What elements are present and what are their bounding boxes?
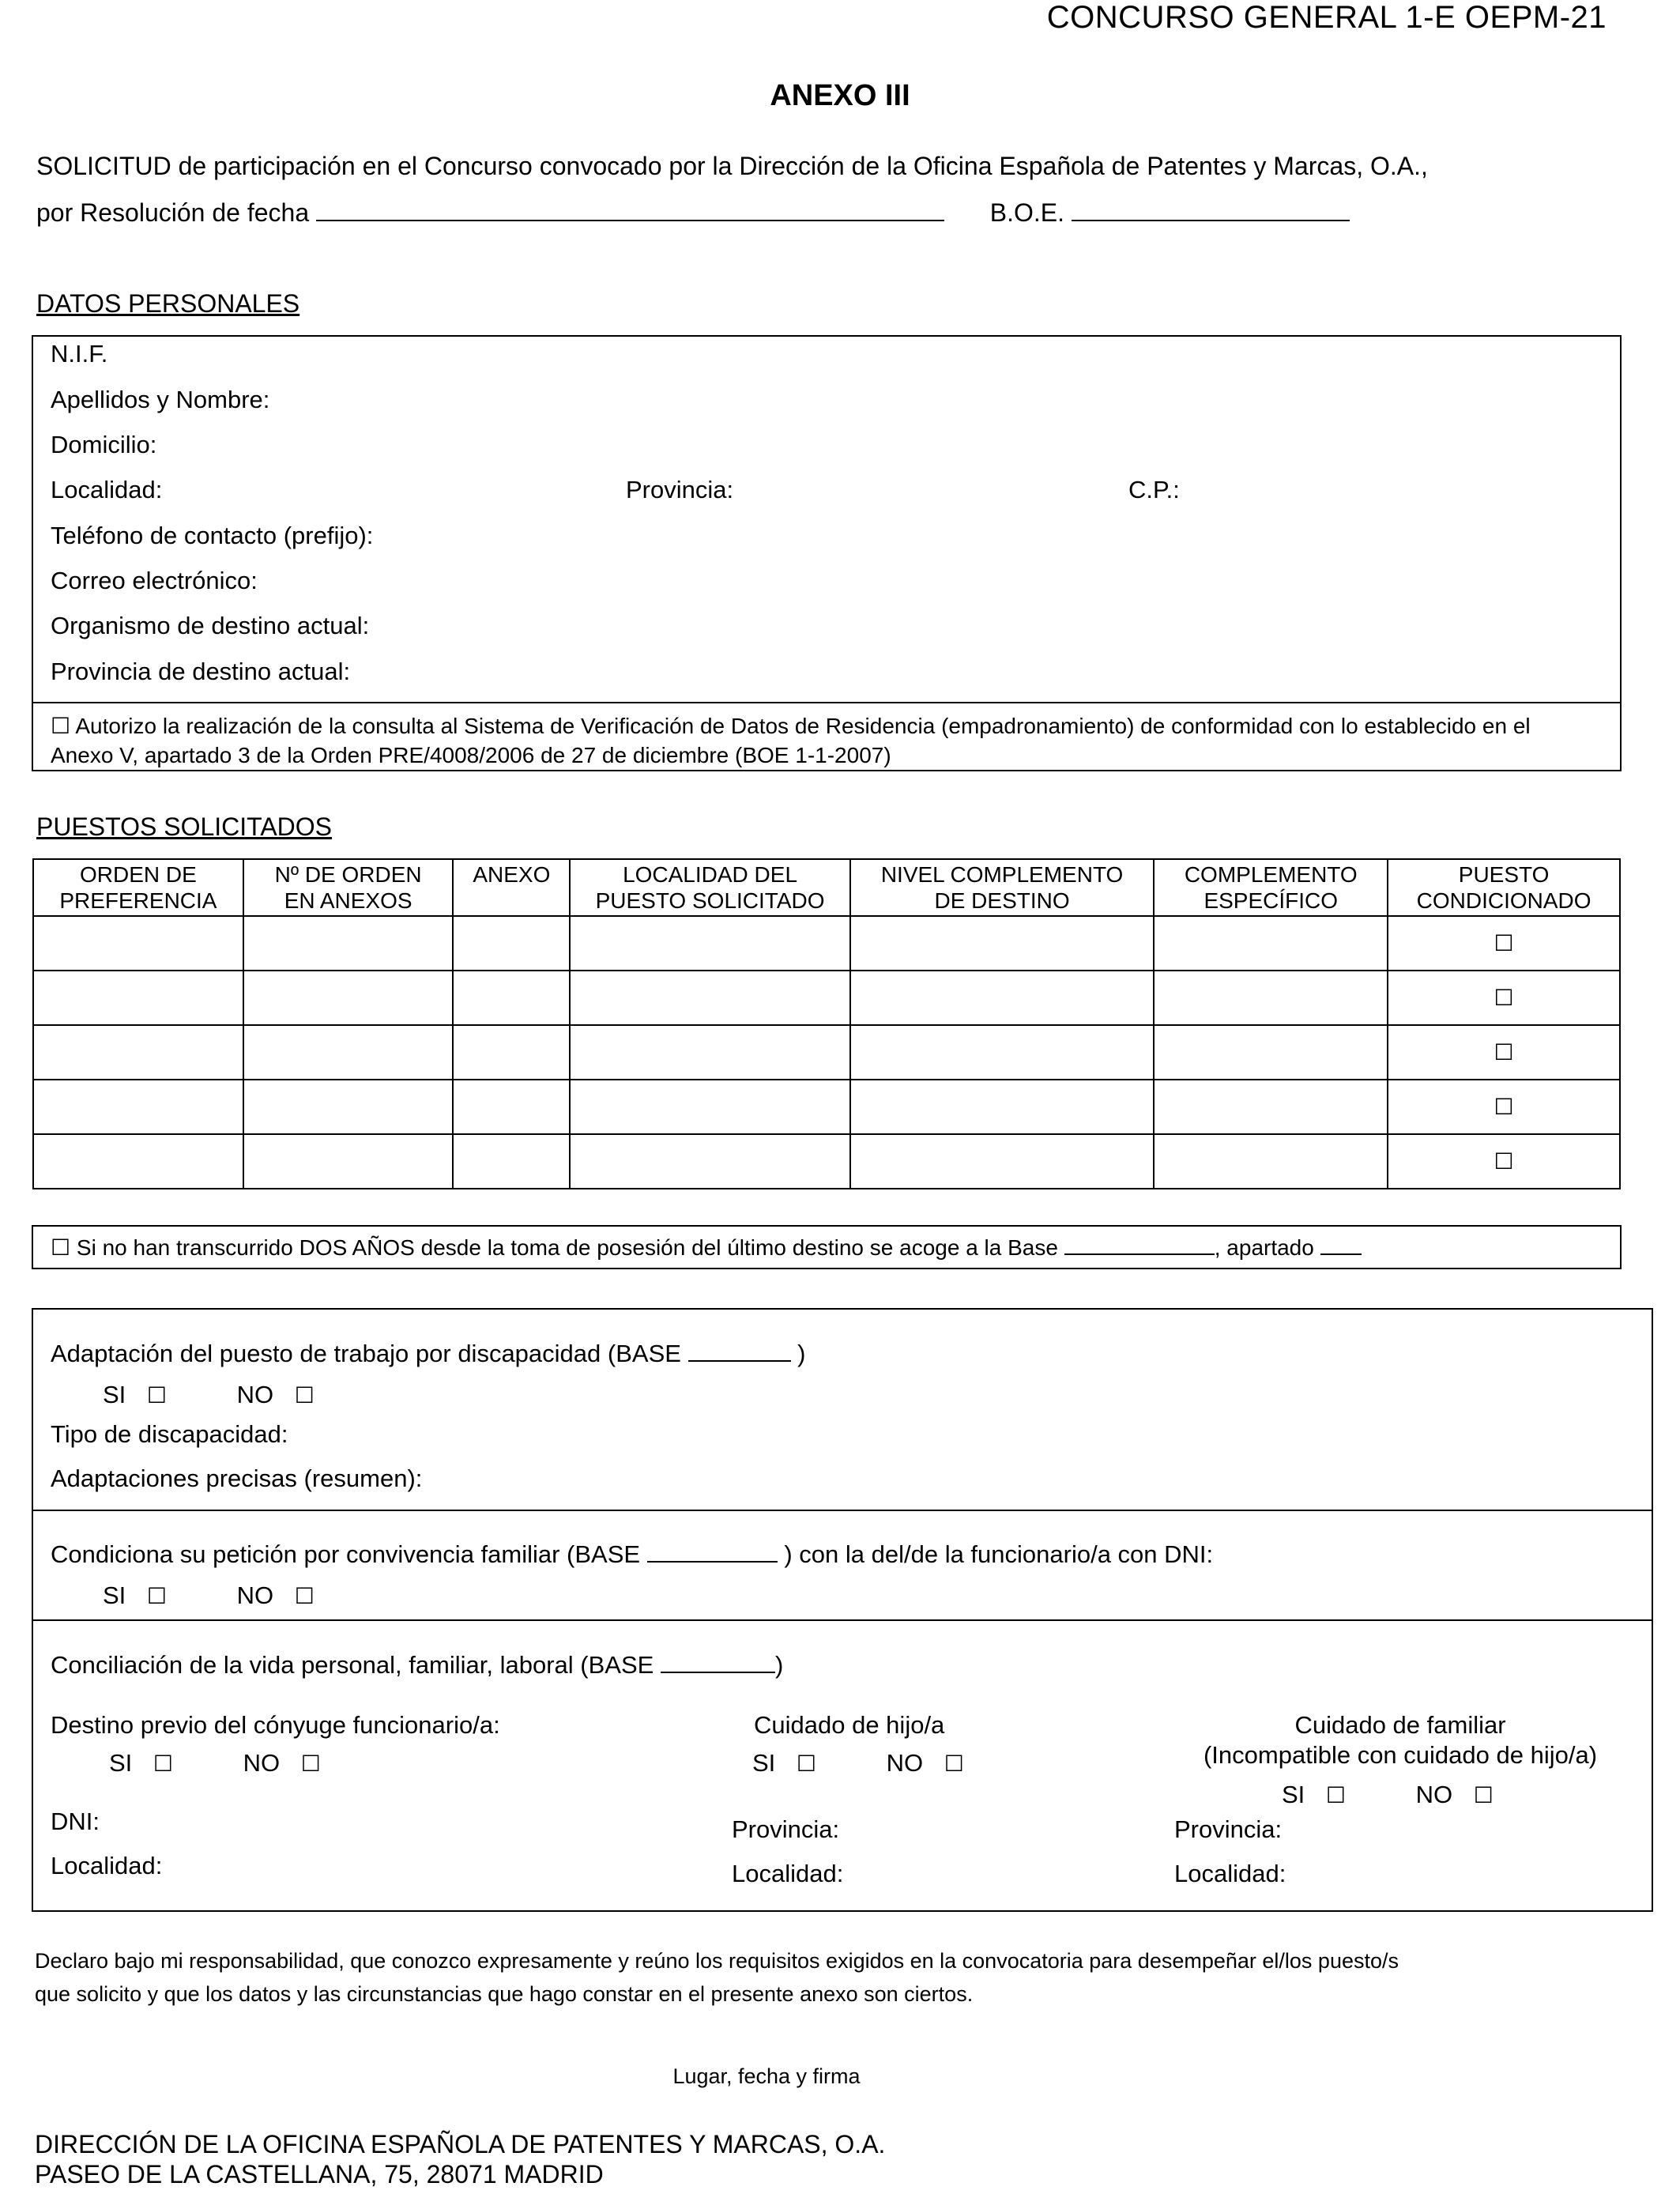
conditioned-cell	[1388, 916, 1620, 971]
child-care-label: Cuidado de hijo/a	[754, 1711, 945, 1739]
organism-label: Organismo de destino actual:	[51, 612, 370, 639]
intro-line-1: SOLICITUD de participación en el Concurso convocado por la Dirección de la Oficina Española de Patentes y Marcas, O.A.,	[36, 152, 1428, 180]
relative-care-label: Cuidado de familiar	[1294, 1711, 1506, 1739]
column-header: LOCALIDAD DEL PUESTO SOLICITADO	[570, 859, 850, 916]
spouse-si-checkbox-icon[interactable]: ☐	[153, 1751, 174, 1777]
table-cell[interactable]	[453, 916, 570, 971]
conditioned-cell	[1388, 1134, 1620, 1189]
table-cell[interactable]	[33, 1134, 243, 1189]
table-cell[interactable]	[243, 971, 454, 1025]
declaration-line-2: que solicito y que los datos y las circunstancias que hago constar en el presente anexo son ciertos.	[35, 1982, 974, 2006]
conditioned-checkbox-icon[interactable]: ☐	[1494, 985, 1514, 1011]
child-locality-label: Localidad:	[732, 1860, 844, 1887]
table-row	[33, 1134, 1620, 1189]
family-si-checkbox-icon[interactable]: ☐	[146, 1583, 168, 1609]
table-cell[interactable]	[33, 1080, 243, 1134]
intro-line-2	[36, 198, 1350, 228]
disability-adaptations-label: Adaptaciones precisas (resumen):	[51, 1465, 423, 1492]
destination-province-label: Provincia de destino actual:	[51, 658, 351, 685]
disability-base-field[interactable]	[688, 1341, 791, 1362]
boe-field[interactable]	[1072, 198, 1350, 221]
child-province-label: Provincia:	[732, 1815, 840, 1843]
child-si-checkbox-icon[interactable]: ☐	[796, 1751, 817, 1777]
disability-no-label: NO	[236, 1381, 274, 1408]
family-no-label: NO	[236, 1581, 274, 1609]
table-cell[interactable]	[1154, 1134, 1388, 1189]
name-label: Apellidos y Nombre:	[51, 386, 270, 413]
table-cell[interactable]	[850, 916, 1155, 971]
spouse-locality-label: Localidad:	[51, 1852, 163, 1879]
positions-section-title: PUESTOS SOLICITADOS	[36, 812, 333, 841]
nif-label: N.I.F.	[51, 340, 108, 368]
conditioned-checkbox-icon[interactable]: ☐	[1494, 1148, 1514, 1174]
family-si-label: SI	[103, 1581, 126, 1609]
table-row	[33, 971, 1620, 1025]
relative-care-options: SI ☐ NO ☐	[1282, 1781, 1494, 1808]
page-title: ANEXO III	[770, 79, 910, 112]
family-base-field[interactable]	[647, 1542, 778, 1563]
table-row	[33, 916, 1620, 971]
document-code: CONCURSO GENERAL 1-E OEPM-21	[1046, 0, 1607, 35]
two-years-text	[51, 1235, 1362, 1261]
table-cell[interactable]	[850, 971, 1155, 1025]
table-cell[interactable]	[243, 916, 454, 971]
relative-si-checkbox-icon[interactable]: ☐	[1325, 1782, 1347, 1808]
two-years-box	[32, 1225, 1622, 1269]
footer-line-2: PASEO DE LA CASTELLANA, 75, 28071 MADRID	[35, 2160, 604, 2188]
relative-province-label: Provincia:	[1174, 1815, 1283, 1843]
positions-table	[32, 858, 1621, 1189]
locality-label: Localidad:	[51, 476, 163, 503]
conditioned-cell	[1388, 1080, 1620, 1134]
disability-si-label: SI	[103, 1381, 126, 1408]
column-header: ORDEN DE PREFERENCIA	[33, 859, 243, 916]
column-header: ANEXO	[453, 859, 570, 916]
spouse-options: SI ☐ NO ☐	[109, 1749, 321, 1777]
table-cell[interactable]	[850, 1025, 1155, 1080]
table-cell[interactable]	[1154, 916, 1388, 971]
apartado-label: , apartado	[1214, 1235, 1314, 1260]
two-years-checkbox-icon[interactable]: ☐	[51, 1235, 71, 1261]
table-cell[interactable]	[33, 1025, 243, 1080]
table-cell[interactable]	[33, 971, 243, 1025]
family-title: Condiciona su petición por convivencia familiar (BASE ) con la del/de la funcionario/a con DNI:	[51, 1540, 1214, 1568]
column-header: PUESTO CONDICIONADO	[1388, 859, 1620, 916]
table-cell[interactable]	[453, 1080, 570, 1134]
table-row	[33, 1025, 1620, 1080]
authorization-line-2: Anexo V, apartado 3 de la Orden PRE/4008/2006 de 27 de diciembre (BOE 1-1-2007)	[51, 743, 891, 767]
footer-address	[35, 2129, 885, 2189]
table-cell[interactable]	[570, 1025, 850, 1080]
two-years-label: Si no han transcurrido DOS AÑOS desde la toma de posesión del último destino se acoge a la Base	[76, 1235, 1058, 1260]
footer-line-1: DIRECCIÓN DE LA OFICINA ESPAÑOLA DE PATENTES Y MARCAS, O.A.	[35, 2130, 886, 2158]
email-label: Correo electrónico:	[51, 567, 258, 594]
province-label: Provincia:	[626, 476, 734, 503]
table-cell[interactable]	[1154, 1080, 1388, 1134]
conciliation-base-field[interactable]	[661, 1653, 775, 1673]
authorization-text	[51, 711, 1531, 770]
relative-locality-label: Localidad:	[1174, 1860, 1286, 1887]
disability-title: Adaptación del puesto de trabajo por discapacidad (BASE )	[51, 1340, 806, 1367]
authorization-checkbox-icon[interactable]: ☐	[51, 713, 71, 739]
boe-label: B.O.E.	[989, 198, 1065, 227]
relative-care-note: (Incompatible con cuidado de hijo/a)	[1203, 1741, 1598, 1769]
address-label: Domicilio:	[51, 431, 157, 458]
table-cell[interactable]	[570, 916, 850, 971]
column-header: Nº DE ORDEN EN ANEXOS	[243, 859, 454, 916]
relative-no-checkbox-icon[interactable]: ☐	[1473, 1782, 1494, 1808]
apartado-field[interactable]	[1320, 1236, 1362, 1255]
conditioned-cell	[1388, 1025, 1620, 1080]
postal-code-label: C.P.:	[1128, 476, 1180, 503]
table-cell[interactable]	[570, 1134, 850, 1189]
child-no-checkbox-icon[interactable]: ☐	[944, 1751, 964, 1777]
table-cell[interactable]	[570, 1080, 850, 1134]
personal-section-title: DATOS PERSONALES	[36, 289, 300, 318]
table-cell[interactable]	[453, 971, 570, 1025]
table-header-row	[33, 859, 1620, 916]
table-cell[interactable]	[850, 1080, 1155, 1134]
phone-label: Teléfono de contacto (prefijo):	[51, 522, 374, 549]
family-options	[103, 1581, 315, 1610]
table-row	[33, 1080, 1620, 1134]
disability-no-checkbox-icon[interactable]: ☐	[294, 1382, 315, 1408]
base-field[interactable]	[1064, 1236, 1215, 1255]
declaration-text	[35, 1944, 1399, 2011]
disability-type-label: Tipo de discapacidad:	[51, 1420, 288, 1448]
signature-label: Lugar, fecha y firma	[672, 2064, 861, 2088]
spouse-no-checkbox-icon[interactable]: ☐	[300, 1751, 321, 1777]
conditioned-cell	[1388, 971, 1620, 1025]
conditioned-checkbox-icon[interactable]: ☐	[1494, 930, 1514, 956]
table-cell[interactable]	[453, 1134, 570, 1189]
spouse-label: Destino previo del cónyuge funcionario/a:	[51, 1711, 500, 1739]
authorization-line-1: Autorizo la realización de la consulta al Sistema de Verificación de Datos de Residencia (empadronamiento) de conformidad con lo establecido en el	[75, 714, 1531, 738]
table-cell[interactable]	[1154, 1025, 1388, 1080]
table-cell[interactable]	[243, 1025, 454, 1080]
conditioned-checkbox-icon[interactable]: ☐	[1494, 1039, 1514, 1065]
resolution-date-label: por Resolución de fecha	[36, 198, 310, 227]
column-header: NIVEL COMPLEMENTO DE DESTINO	[850, 859, 1155, 916]
personal-data-box	[32, 335, 1622, 771]
table-cell[interactable]	[243, 1080, 454, 1134]
disability-options	[103, 1381, 315, 1409]
table-cell[interactable]	[570, 971, 850, 1025]
declaration-line-1: Declaro bajo mi responsabilidad, que conozco expresamente y reúno los requisitos exigidos en la convocatoria para desempeñar el/los puesto/s	[35, 1949, 1399, 1973]
table-cell[interactable]	[243, 1134, 454, 1189]
resolution-date-field[interactable]	[316, 198, 944, 221]
table-cell[interactable]	[453, 1025, 570, 1080]
table-cell[interactable]	[850, 1134, 1155, 1189]
table-cell[interactable]	[1154, 971, 1388, 1025]
spouse-dni-label: DNI:	[51, 1808, 100, 1835]
disability-si-checkbox-icon[interactable]: ☐	[146, 1382, 168, 1408]
column-header: COMPLEMENTO ESPECÍFICO	[1154, 859, 1388, 916]
special-conditions-box	[32, 1308, 1653, 1912]
conciliation-title: Conciliación de la vida personal, familiar, laboral (BASE )	[51, 1651, 784, 1679]
child-care-options: SI ☐ NO ☐	[752, 1749, 964, 1777]
table-cell[interactable]	[33, 916, 243, 971]
conditioned-checkbox-icon[interactable]: ☐	[1494, 1094, 1514, 1120]
family-no-checkbox-icon[interactable]: ☐	[294, 1583, 315, 1609]
